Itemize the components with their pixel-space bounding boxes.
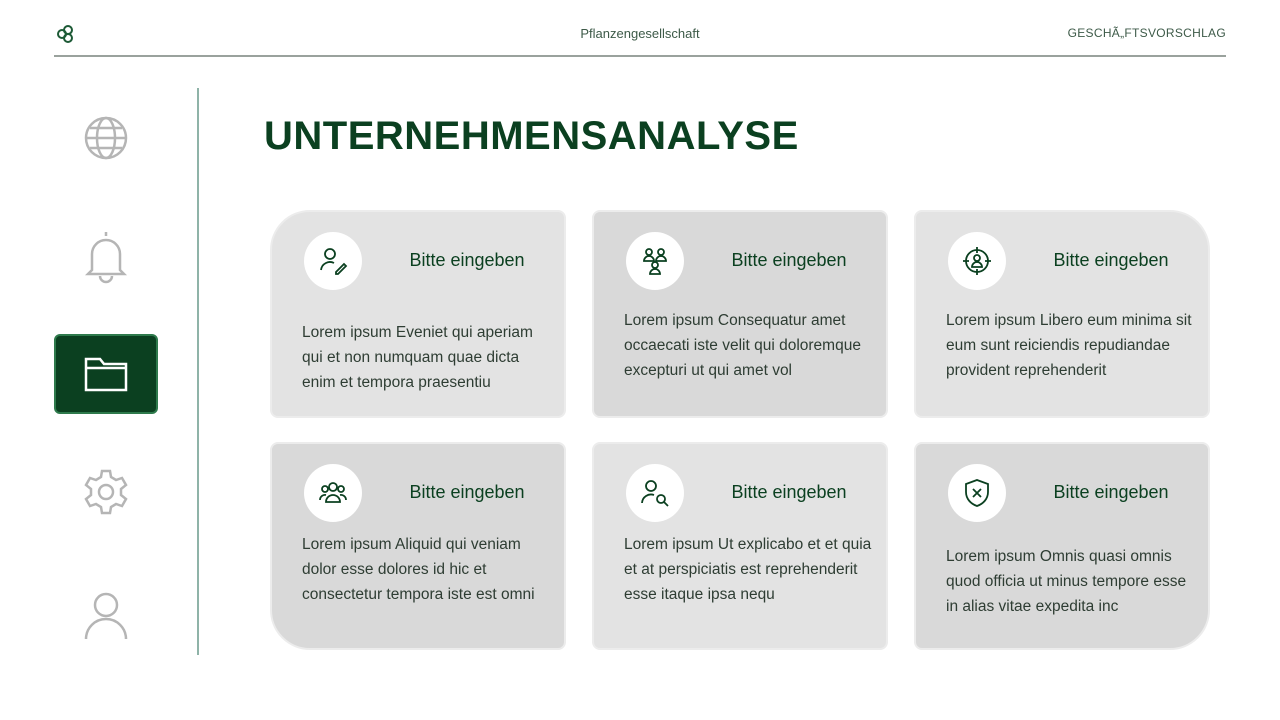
header-divider: [54, 55, 1226, 57]
gear-icon: [82, 468, 130, 516]
user-search-icon: [640, 478, 670, 508]
group-icon: [318, 478, 348, 508]
card-icon-badge: [948, 464, 1006, 522]
card: [592, 210, 888, 418]
card-icon-badge: [626, 232, 684, 290]
card: [270, 442, 566, 650]
card-icon-badge: [626, 464, 684, 522]
page-title: UNTERNEHMENSANALYSE: [264, 114, 799, 158]
globe-icon: [83, 115, 129, 161]
card-text: Lorem ipsum Omnis quasi omnis quod officia ut minus tempore esse in alias vitae expedita inc: [946, 548, 1187, 615]
card-icon-badge: [304, 464, 362, 522]
proposal-label: GESCHÃ„FTSVORSCHLAG: [1067, 26, 1226, 40]
card-text: Lorem ipsum Eveniet qui aperiam qui et non numquam quae dicta enim et tempora praesentiu: [302, 324, 533, 391]
card: [592, 442, 888, 650]
brand-name: Pflanzengesellschaft: [580, 26, 700, 41]
card-heading: Bitte eingeben: [731, 482, 847, 502]
sidebar-item-globe[interactable]: [54, 98, 158, 178]
bell-icon: [83, 228, 129, 284]
card: [914, 442, 1210, 650]
team-icon: [640, 246, 670, 276]
user-target-icon: [962, 246, 992, 276]
user-edit-icon: [318, 246, 348, 276]
card: [914, 210, 1210, 418]
card-icon-badge: [948, 232, 1006, 290]
card-icon-badge: [304, 232, 362, 290]
sidebar-divider: [197, 88, 199, 655]
card-text: Lorem ipsum Libero eum minima sit eum sunt reiciendis repudiandae provident reprehenderit: [946, 312, 1192, 379]
card-heading: Bitte eingeben: [409, 482, 525, 502]
card-heading: Bitte eingeben: [409, 250, 525, 270]
user-icon: [83, 591, 129, 641]
card-heading: Bitte eingeben: [1053, 250, 1169, 270]
sidebar-item-settings[interactable]: [54, 452, 158, 532]
sidebar-item-profile[interactable]: [54, 576, 158, 656]
sidebar-item-notifications[interactable]: [54, 216, 158, 296]
card-text: Lorem ipsum Aliquid qui veniam dolor esse dolores id hic et consectetur tempora iste est omni: [302, 536, 535, 603]
card: [270, 210, 566, 418]
card-text: Lorem ipsum Ut explicabo et et quia et at perspiciatis est reprehenderit esse itaque ipsa nequ: [624, 536, 872, 603]
card-heading: Bitte eingeben: [1053, 482, 1169, 502]
shield-x-icon: [962, 478, 992, 508]
sidebar-item-folder[interactable]: [54, 334, 158, 414]
folder-icon: [83, 354, 129, 394]
card-heading: Bitte eingeben: [731, 250, 847, 270]
card-text: Lorem ipsum Consequatur amet occaecati iste velit qui doloremque excepturi ut qui amet vol: [624, 312, 861, 379]
